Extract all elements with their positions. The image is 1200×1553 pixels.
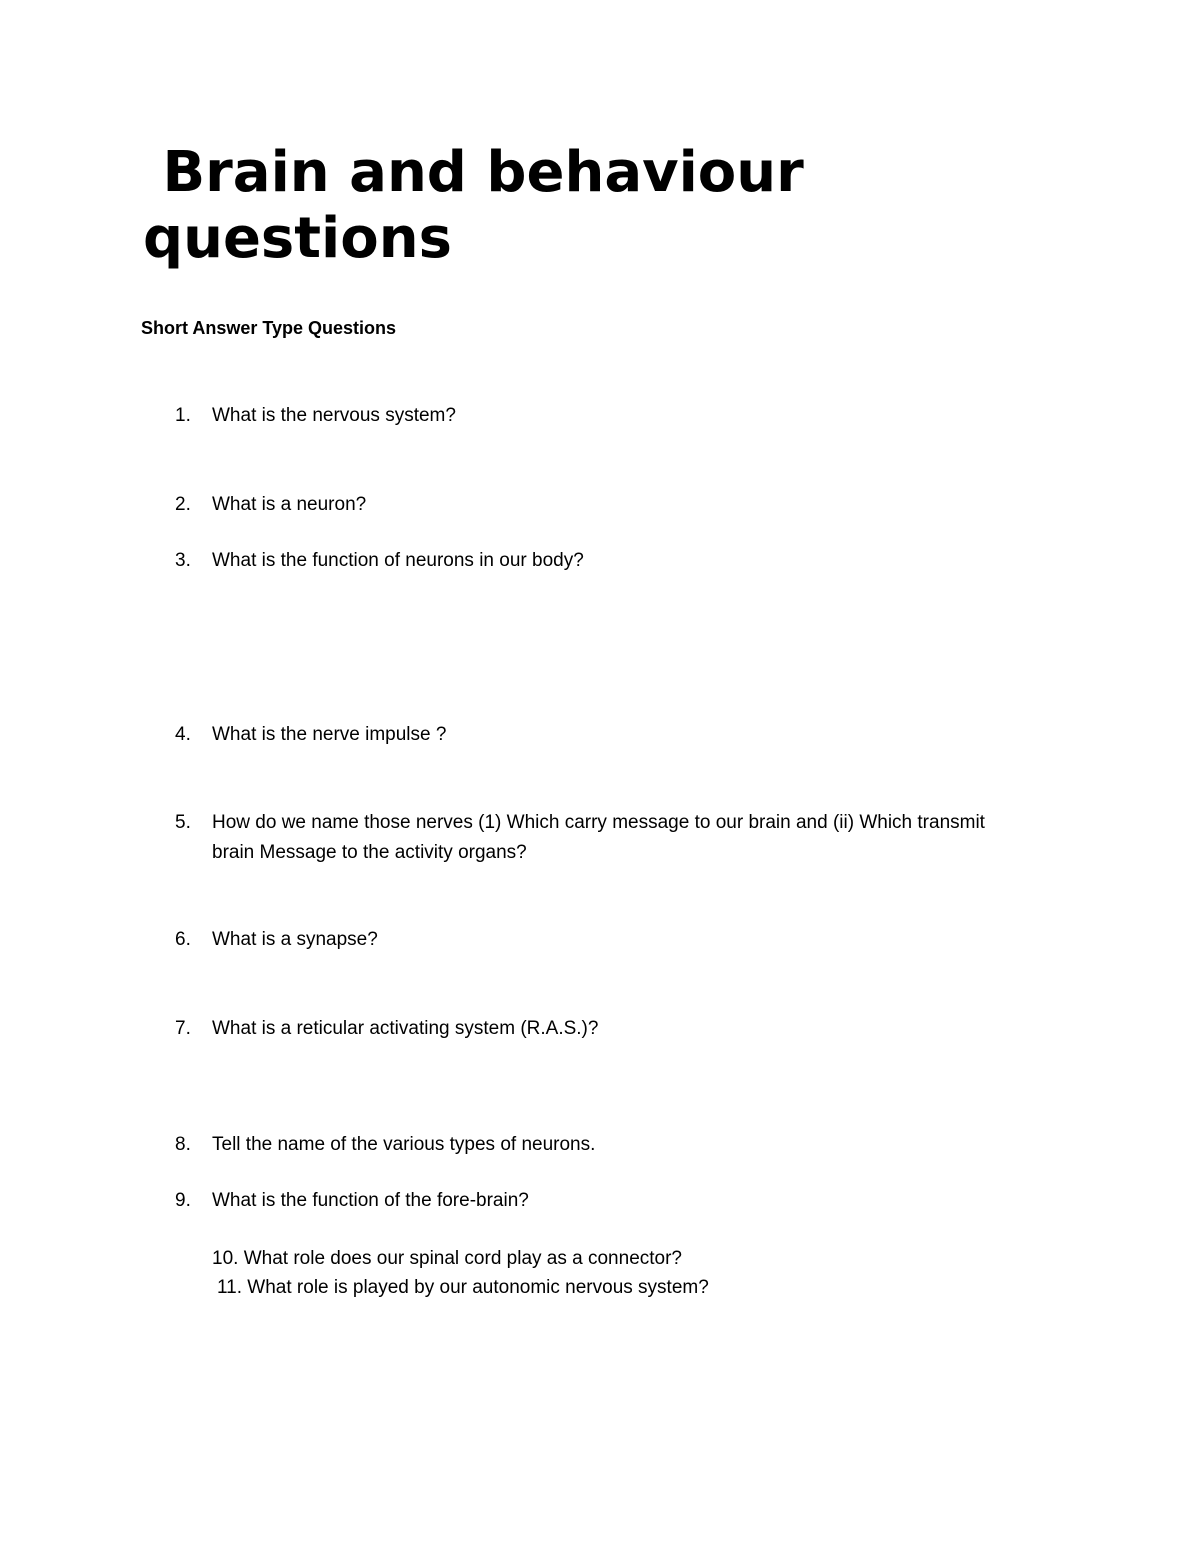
question-text: What is a reticular activating system (R.A.S.)? (212, 1018, 599, 1039)
question-text: What role is played by our autonomic nervous system? (247, 1277, 709, 1298)
question-number: 2. (175, 494, 191, 515)
question-text: What is the nerve impulse ? (212, 724, 447, 745)
question-text: How do we name those nerves (1) Which carry message to our brain and (ii) Which transmit brain Message to the activity organs? (212, 812, 985, 863)
question-text: What is the function of neurons in our body? (212, 550, 584, 571)
question-number: 11. (217, 1277, 243, 1298)
question-number: 4. (175, 724, 191, 745)
question-text: What is the nervous system? (212, 405, 456, 426)
question-text: What role does our spinal cord play as a connector? (243, 1248, 683, 1269)
question-text: What is a neuron? (212, 494, 367, 515)
question-number: 9. (175, 1190, 191, 1211)
question-number: 10. (212, 1248, 239, 1269)
question-number: 1. (175, 405, 191, 426)
question-item-10 (212, 1244, 682, 1274)
question-number: 8. (175, 1134, 191, 1155)
question-number: 5. (175, 812, 191, 833)
question-item-11 (217, 1273, 709, 1303)
question-text: What is a synapse? (212, 929, 378, 950)
document-title: Brain and behaviour questions (143, 140, 824, 271)
question-number: 3. (175, 550, 191, 571)
question-text: What is the function of the fore-brain? (212, 1190, 529, 1211)
question-text: Tell the name of the various types of neurons. (212, 1134, 596, 1155)
section-heading: Short Answer Type Questions (141, 318, 397, 338)
question-number: 6. (175, 929, 191, 950)
question-number: 7. (175, 1018, 191, 1039)
